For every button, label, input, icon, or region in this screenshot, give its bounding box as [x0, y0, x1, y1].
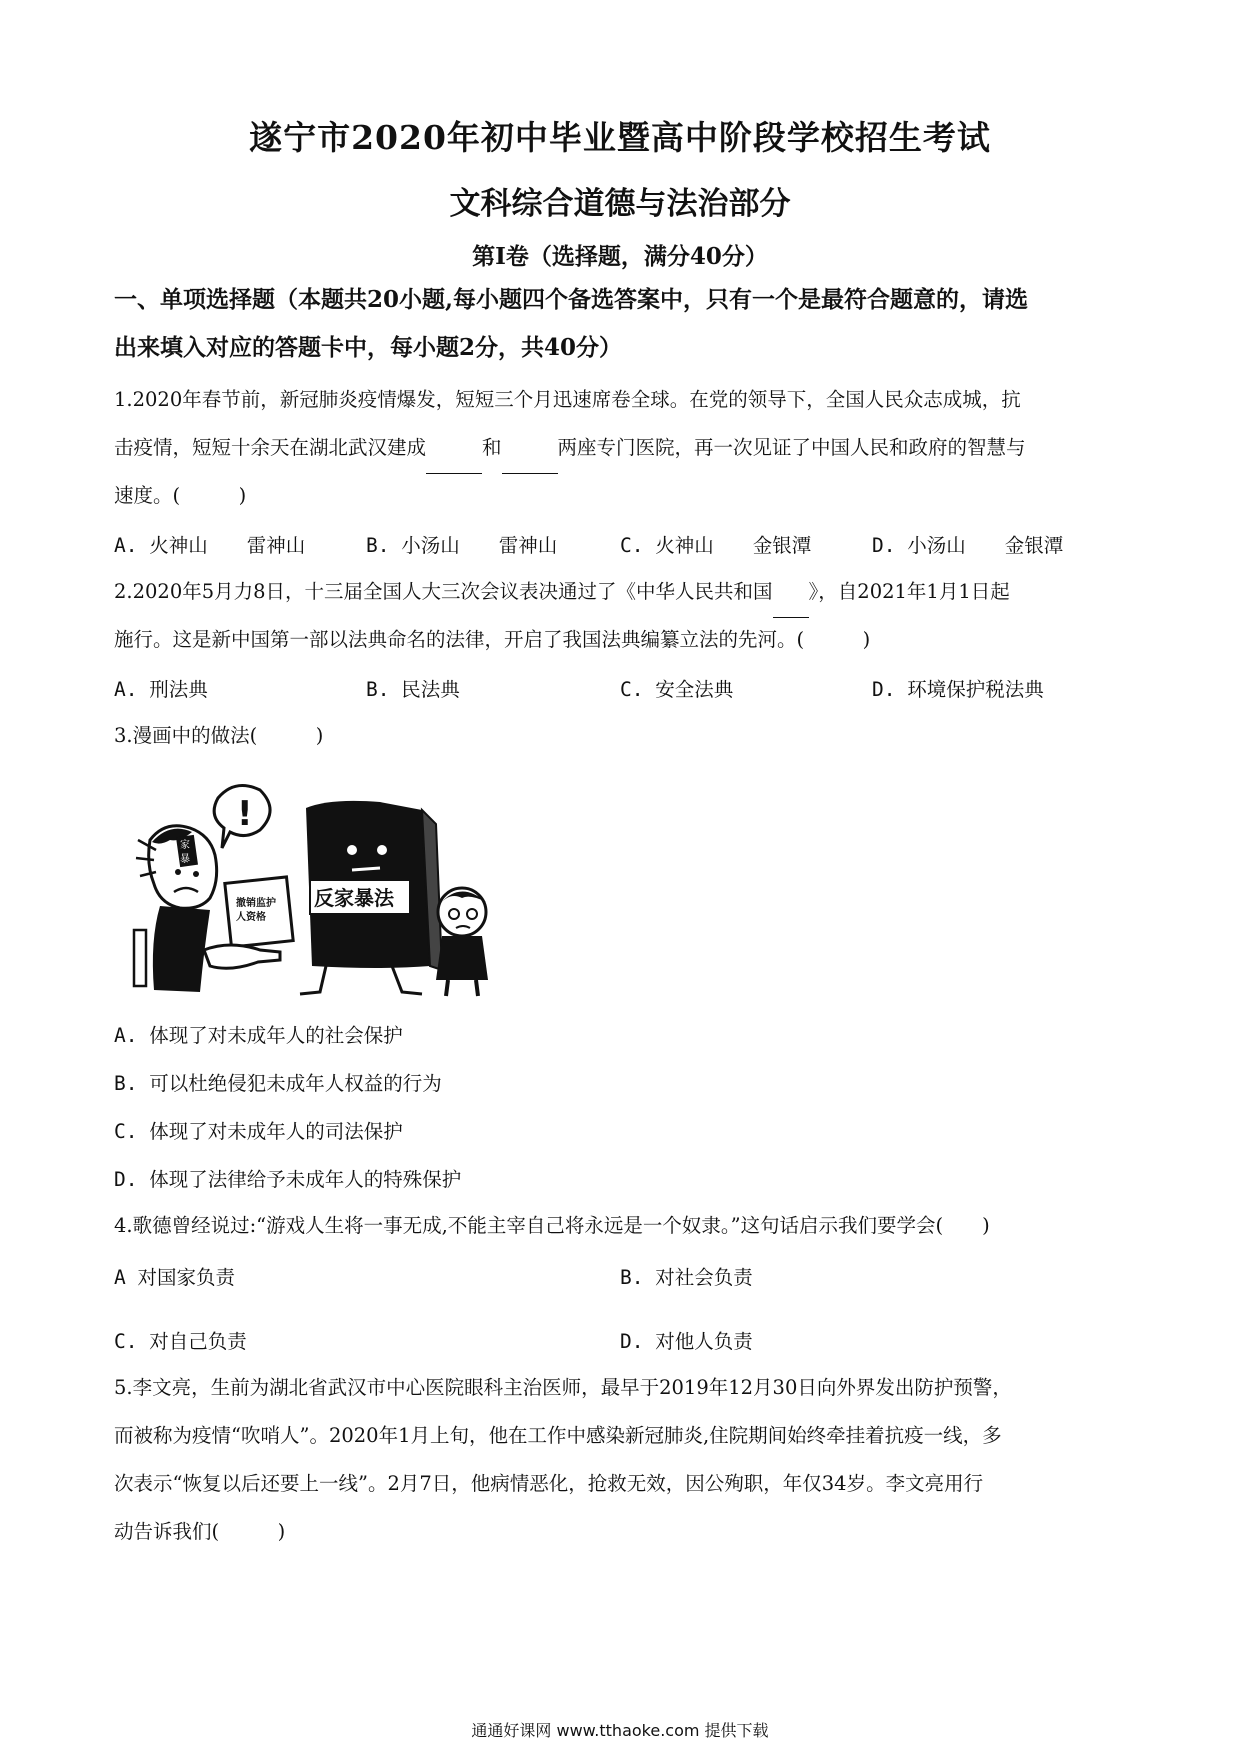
- question-5-line2: 而被称为疫情“吹哨人”。2020年1月上旬，他在工作中感染新冠肺炎,住院期间始终牵挂着抗疫一线，多: [114, 1424, 1002, 1447]
- option-d: D. 小汤山 金银潭: [872, 534, 1064, 557]
- question-1-line1: 1.2020年春节前，新冠肺炎疫情爆发，短短三个月迅速席卷全球。在党的领导下，全国人民众志成城，抗: [114, 388, 1021, 411]
- svg-text:反家暴法: 反家暴法: [314, 886, 394, 910]
- answer-blank: [502, 424, 558, 474]
- question-2-line1: [114, 568, 1134, 618]
- question-4-options-row1: [114, 1262, 1134, 1292]
- question-2-options: [114, 674, 1134, 704]
- option-b: B. 民法典: [366, 678, 460, 701]
- option-a: A. 刑法典: [114, 678, 208, 701]
- option-c: C. 火神山 金银潭: [620, 534, 812, 557]
- svg-text:暴: 暴: [180, 854, 190, 865]
- section-heading-line1: 一、单项选择题（本题共20小题,每小题四个备选答案中，只有一个是最符合题意的，请选: [114, 286, 1029, 313]
- option-c: C. 对自己负责: [114, 1330, 247, 1353]
- question-4-stem: 4.歌德曾经说过:“游戏人生将一事无成,不能主宰自己将永远是一个奴隶。”这句话启示我们要学会( ): [114, 1214, 990, 1237]
- question-5-line4: 动告诉我们( ): [114, 1520, 286, 1543]
- svg-text:撤销监护: 撤销监护: [236, 898, 276, 909]
- question-5-line1: 5.李文亮，生前为湖北省武汉市中心医院眼科主治医师，最早于2019年12月30日向外界发出防护预警，: [114, 1376, 1012, 1399]
- page-footer: 通通好课网 www.tthaoke.com 提供下载: [471, 1721, 769, 1740]
- exam-title: 遂宁市2020年初中毕业暨高中阶段学校招生考试: [249, 118, 991, 157]
- question-3-stem: 3.漫画中的做法( ): [114, 724, 324, 747]
- question-3-option-b: B. 可以杜绝侵犯未成年人权益的行为: [114, 1072, 442, 1095]
- question-2-text-b: 》，自2021年1月1日起: [808, 580, 1010, 603]
- cartoon-illustration: [130, 780, 500, 1002]
- question-5-line3: 次表示“恢复以后还要上一线”。2月7日，他病情恶化，抢救无效，因公殉职，年仅34岁。李文亮用行: [114, 1472, 984, 1495]
- part-heading: 第Ⅰ卷（选择题，满分40分）: [472, 243, 768, 270]
- option-d: D. 环境保护税法典: [872, 678, 1044, 701]
- option-d: D. 对他人负责: [620, 1330, 753, 1353]
- exam-subtitle: 文科综合道德与法治部分: [449, 186, 791, 222]
- question-1-line2: [114, 424, 1134, 474]
- option-a: A 对国家负责: [114, 1266, 235, 1289]
- question-1-line3: 速度。( ): [114, 484, 247, 507]
- question-2-text-a: 2.2020年5月力8日，十三届全国人大三次会议表决通过了《中华人民共和国: [114, 580, 773, 603]
- question-3-option-a: A. 体现了对未成年人的社会保护: [114, 1024, 403, 1047]
- section-heading-line2: 出来填入对应的答题卡中，每小题2分，共40分）: [114, 334, 623, 361]
- question-3-option-c: C. 体现了对未成年人的司法保护: [114, 1120, 403, 1143]
- question-1-options: [114, 530, 1134, 560]
- option-b: B. 小汤山 雷神山: [366, 534, 558, 557]
- option-c: C. 安全法典: [620, 678, 734, 701]
- question-4-options-row2: [114, 1326, 1134, 1356]
- question-1-text-c: 两座专门医院，再一次见证了中国人民和政府的智慧与: [557, 436, 1026, 459]
- option-b: B. 对社会负责: [620, 1266, 753, 1289]
- svg-text:!: !: [237, 794, 253, 834]
- question-1-text-a: 击疫情，短短十余天在湖北武汉建成: [114, 436, 427, 459]
- question-3-option-d: D. 体现了法律给予未成年人的特殊保护: [114, 1168, 462, 1191]
- svg-text:人资格: 人资格: [236, 912, 266, 923]
- option-a: A. 火神山 雷神山: [114, 534, 306, 557]
- svg-text:家: 家: [180, 840, 190, 851]
- question-2-line2: 施行。这是新中国第一部以法典命名的法律，开启了我国法典编纂立法的先河。( ): [114, 628, 871, 651]
- question-1-text-b: 和: [482, 436, 502, 459]
- answer-blank: [773, 568, 809, 618]
- answer-blank: [426, 424, 482, 474]
